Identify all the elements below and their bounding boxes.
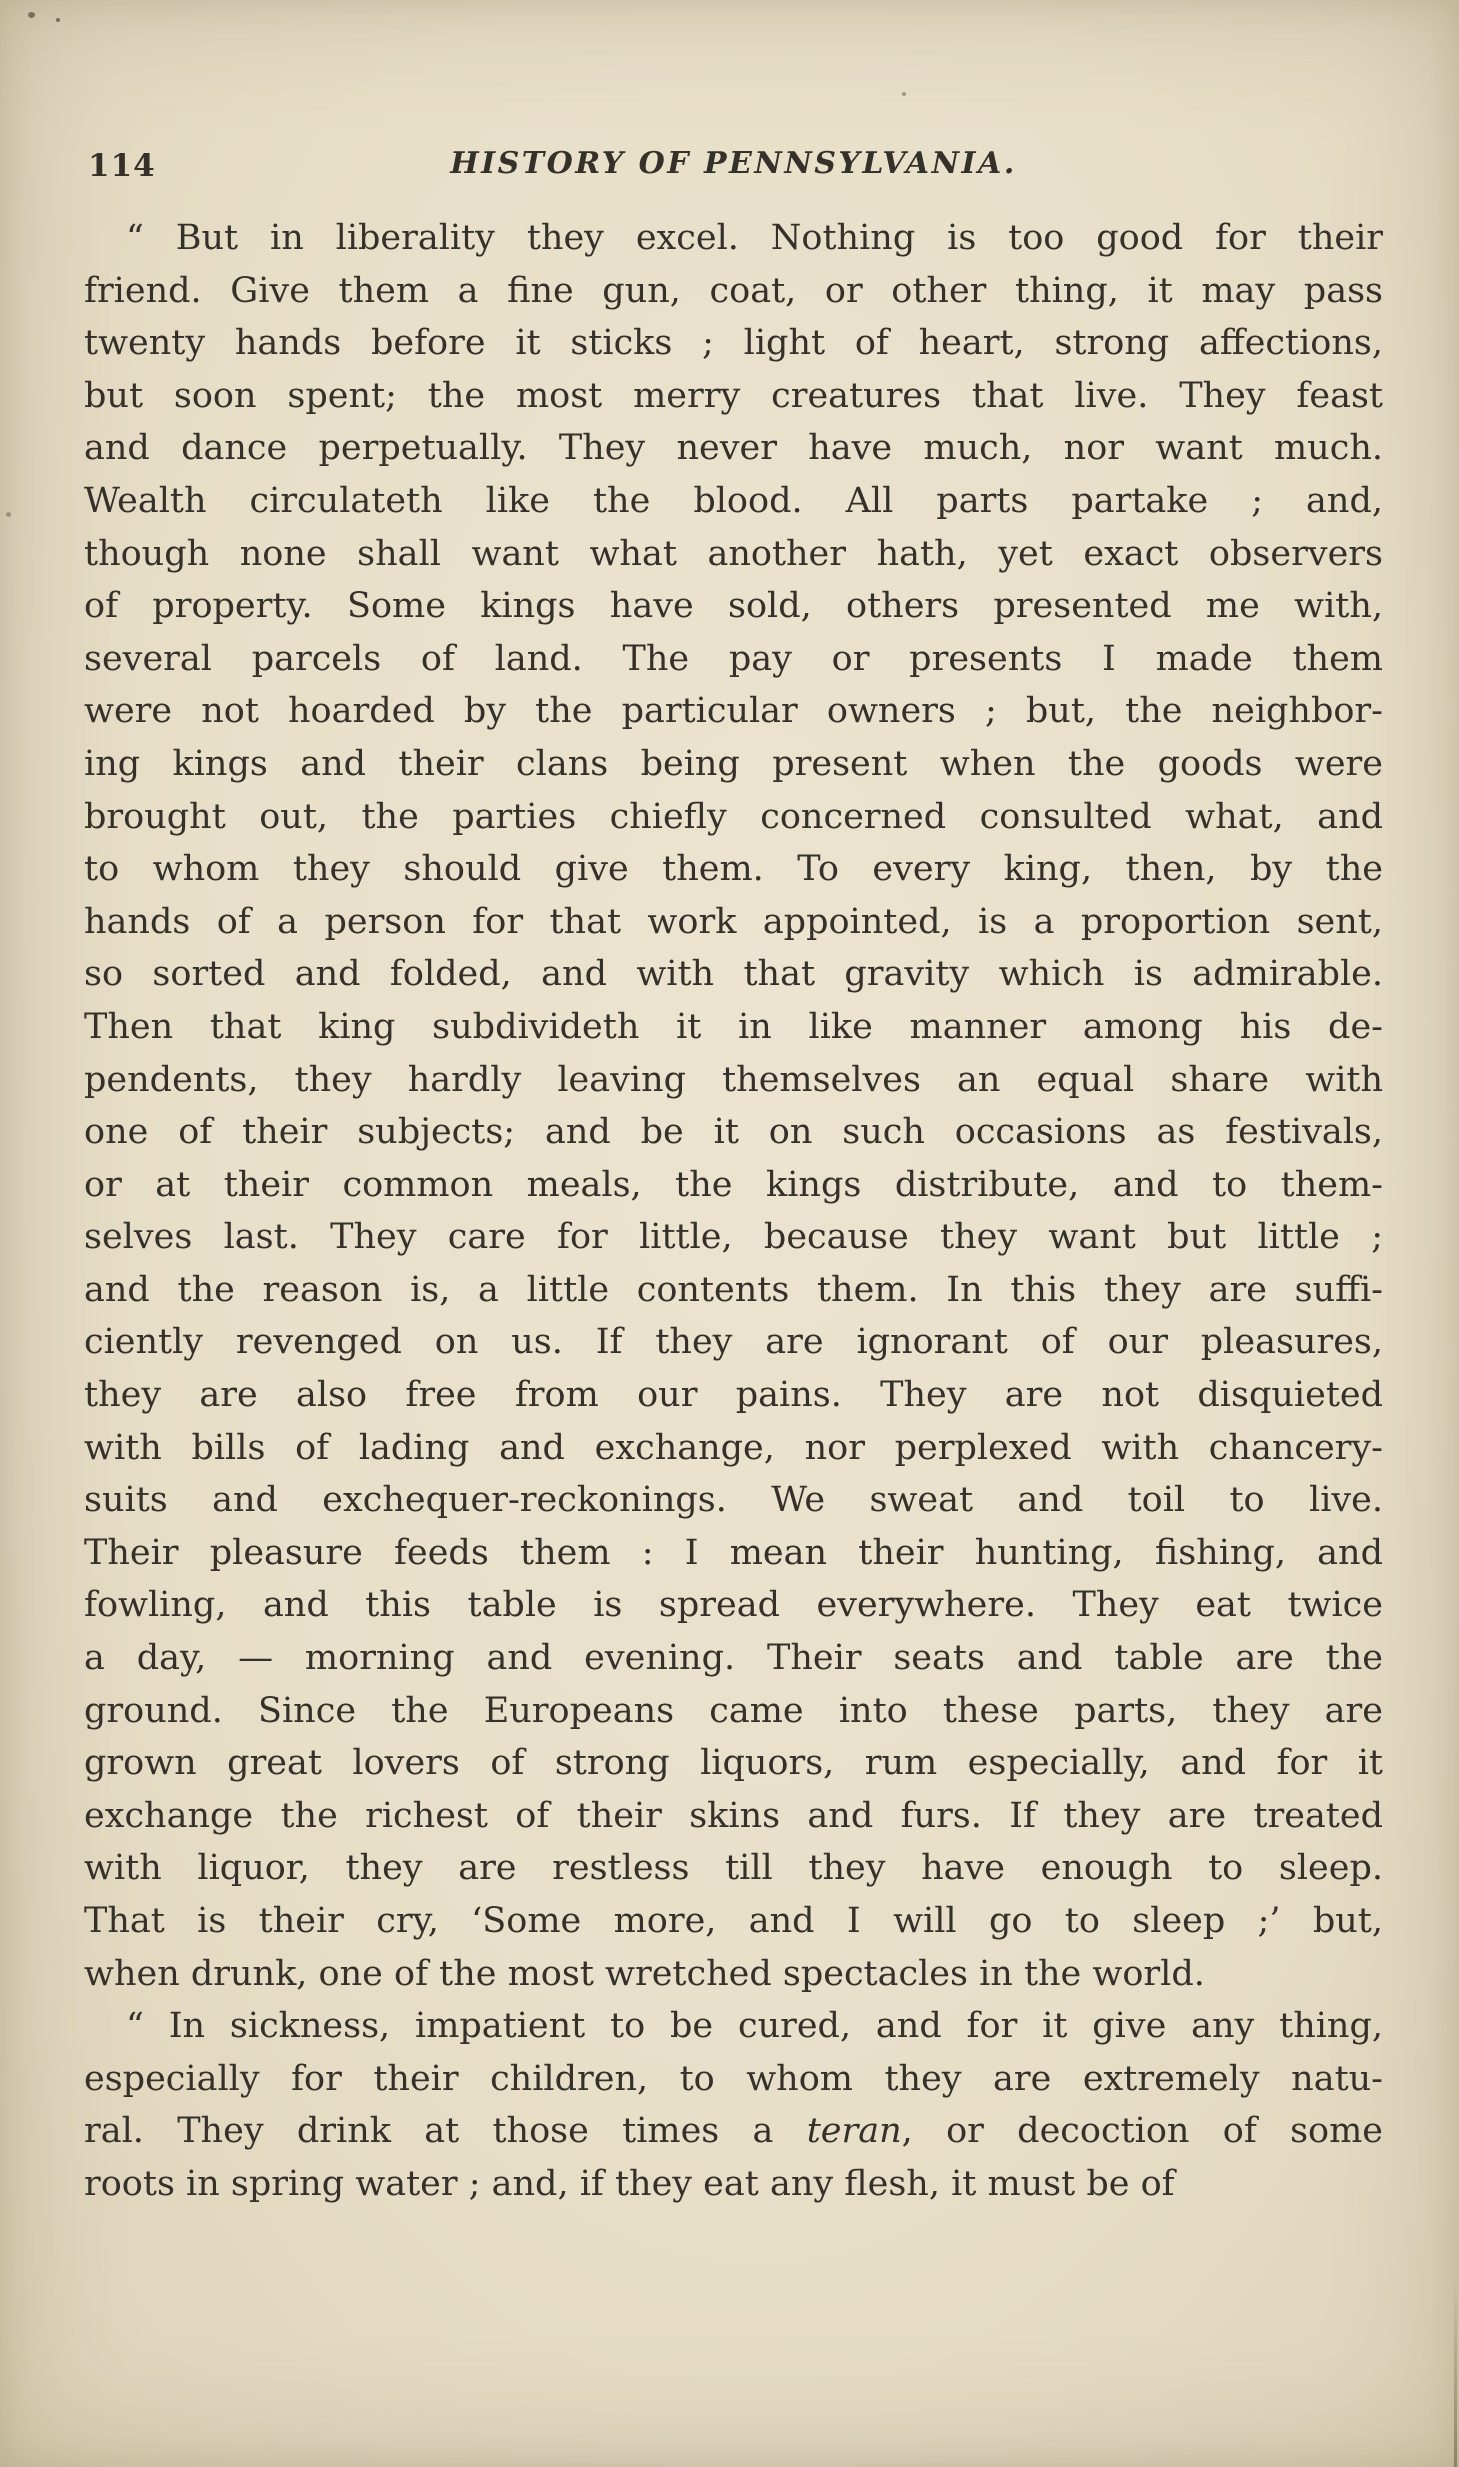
text-line: to whom they should give them. To every king, then, by the: [84, 849, 1383, 890]
text-line: especially for their children, to whom they are extremely natu-: [84, 2058, 1383, 2099]
text-line: That is their cry, ‘Some more, and I will go to sleep ;’ but,: [84, 1901, 1383, 1941]
page-body: [84, 212, 1383, 2211]
text-line: so sorted and folded, and with that gravity which is admirable.: [84, 954, 1383, 995]
text-line: “ In sickness, impatient to be cured, and for it give any thing,: [126, 2006, 1383, 2047]
running-title: HISTORY OF PENNSYLVANIA.: [450, 146, 1017, 181]
ink-speck: [56, 18, 60, 22]
text-line: roots in spring water ; and, if they eat any flesh, it must be of: [84, 2163, 1175, 2204]
ink-speck: [902, 92, 906, 96]
text-line: ground. Since the Europeans came into these parts, they are: [84, 1690, 1383, 1731]
text-line: Then that king subdivideth it in like manner among his de-: [84, 1006, 1383, 1047]
text-line: hands of a person for that work appointed, is a proportion sent,: [84, 901, 1383, 942]
text-line: “ But in liberality they excel. Nothing is too good for their: [126, 218, 1383, 258]
text-line: and the reason is, a little contents them. In this they are suffi-: [84, 1269, 1383, 1310]
text-line: but soon spent; the most merry creatures that live. They feast: [84, 375, 1383, 416]
text-line: selves last. They care for little, because they want but little ;: [84, 1217, 1383, 1258]
text-line: with liquor, they are restless till they have enough to sleep.: [84, 1848, 1383, 1889]
text-line: friend. Give them a fine gun, coat, or other thing, it may pass: [84, 270, 1383, 311]
text-line: when drunk, one of the most wretched spectacles in the world.: [84, 1953, 1205, 1994]
text-line: they are also free from our pains. They are not disquieted: [84, 1375, 1383, 1416]
text-line: twenty hands before it sticks ; light of heart, strong affections,: [84, 323, 1383, 364]
text-line: brought out, the parties chiefly concerned consulted what, and: [84, 796, 1383, 837]
text-line: grown great lovers of strong liquors, rum especially, and for it: [84, 1743, 1383, 1784]
text-line: one of their subjects; and be it on such occasions as festivals,: [84, 1112, 1383, 1153]
text-line: ral. They drink at those times a teran, or decoction of some: [84, 2111, 1383, 2152]
paragraph: [84, 212, 1383, 2000]
text-line: with bills of lading and exchange, nor perplexed with chancery-: [84, 1427, 1383, 1468]
text-line: pendents, they hardly leaving themselves an equal share with: [84, 1059, 1383, 1100]
text-line: ing kings and their clans being present when the goods were: [84, 743, 1383, 784]
page-header: [84, 146, 1383, 190]
text-line: Their pleasure feeds them : I mean their hunting, fishing, and: [84, 1532, 1383, 1573]
text-line: fowling, and this table is spread everywhere. They eat twice: [84, 1585, 1383, 1626]
text-line: were not hoarded by the particular owners ; but, the neighbor-: [84, 691, 1383, 732]
ink-speck: [6, 512, 11, 517]
text-line: ciently revenged on us. If they are ignorant of our pleasures,: [84, 1322, 1383, 1363]
text-line: of property. Some kings have sold, others presented me with,: [84, 586, 1383, 627]
text-line: suits and exchequer-reckonings. We sweat and toil to live.: [84, 1480, 1383, 1521]
ink-speck: [28, 12, 35, 18]
text-line: exchange the richest of their skins and furs. If they are treated: [84, 1795, 1383, 1836]
text-line: though none shall want what another hath, yet exact observers: [84, 533, 1383, 574]
text-line: and dance perpetually. They never have much, nor want much.: [84, 428, 1383, 469]
text-line: a day, — morning and evening. Their seats and table are the: [84, 1638, 1383, 1679]
page-number: 114: [88, 148, 156, 184]
paragraph: [84, 2000, 1383, 2210]
page-edge-crease: [1454, 2280, 1457, 2467]
text-line: Wealth circulateth like the blood. All parts partake ; and,: [84, 480, 1383, 521]
text-line: or at their common meals, the kings distribute, and to them-: [84, 1164, 1383, 1205]
text-line: several parcels of land. The pay or presents I made them: [84, 638, 1383, 679]
